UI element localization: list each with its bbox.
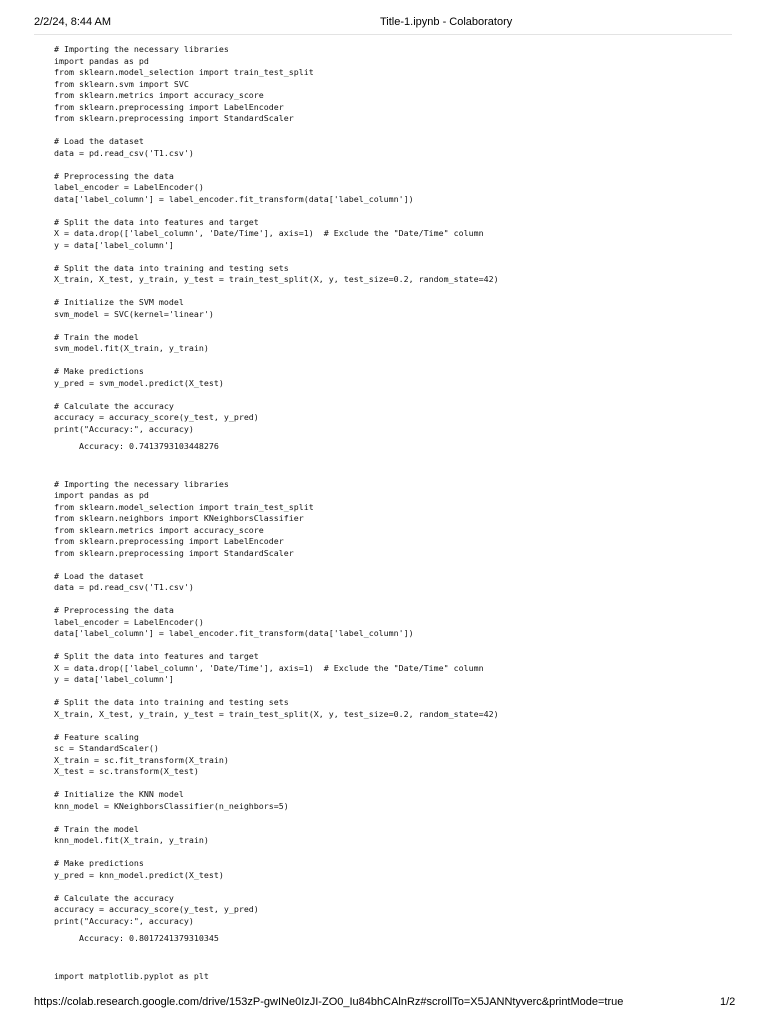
code-line: # Initialize the SVM model <box>54 297 184 307</box>
cell-output: Accuracy: 0.8017241379310345 <box>79 933 219 943</box>
code-line: # Split the data into training and testing sets <box>54 262 289 273</box>
code-line: X_train = sc.fit_transform(X_train) <box>54 754 229 765</box>
code-line: data['label_column'] = label_encoder.fit_transform(data['label_column']) <box>54 193 414 204</box>
code-line: # Feature scaling <box>54 731 139 742</box>
code-line: y_pred = svm_model.predict(X_test) <box>54 377 224 388</box>
code-blank-line <box>54 355 744 367</box>
code-line: X = data.drop(['label_column', 'Date/Time'], axis=1) # Exclude the "Date/Time" column <box>54 228 484 238</box>
code-blank-line <box>54 847 744 859</box>
code-blank-line <box>54 320 744 332</box>
code-line: label_encoder = LabelEncoder() <box>54 616 204 627</box>
code-line: knn_model = KNeighborsClassifier(n_neighbors=5) <box>54 800 289 811</box>
code-line: y_pred = knn_model.predict(X_test) <box>54 869 224 880</box>
code-cell[interactable] <box>54 44 744 453</box>
code-line: from sklearn.model_selection import train_test_split <box>54 67 314 77</box>
code-line: # Importing the necessary libraries <box>54 44 229 54</box>
code-cell[interactable] <box>54 479 744 945</box>
code-line: data = pd.read_csv('T1.csv') <box>54 147 194 158</box>
code-line: y = data['label_column'] <box>54 674 174 684</box>
code-line: # Initialize the KNN model <box>54 789 184 799</box>
code-blank-line <box>54 205 744 217</box>
code-line: data = pd.read_csv('T1.csv') <box>54 582 194 592</box>
code-line: data['label_column'] = label_encoder.fit_transform(data['label_column']) <box>54 628 414 638</box>
code-line: # Calculate the accuracy <box>54 400 174 411</box>
cell-separator <box>54 465 744 479</box>
code-blank-line <box>54 125 744 137</box>
code-line: from sklearn.preprocessing import LabelEncoder <box>54 101 284 112</box>
code-line: from sklearn.metrics import accuracy_score <box>54 90 264 100</box>
code-blank-line <box>54 720 744 732</box>
code-line: # Split the data into features and target <box>54 216 259 227</box>
code-line: # Train the model <box>54 331 139 342</box>
code-cell[interactable] <box>54 971 744 983</box>
code-line: accuracy = accuracy_score(y_test, y_pred) <box>54 904 259 914</box>
notebook-title: Title-1.ipynb - Colaboratory <box>380 16 513 28</box>
code-line: # Importing the necessary libraries <box>54 478 229 489</box>
code-line: X_train, X_test, y_train, y_test = train_test_split(X, y, test_size=0.2, random_state=42) <box>54 274 499 284</box>
code-line: # Calculate the accuracy <box>54 892 174 903</box>
code-line: # Preprocessing the data <box>54 170 174 181</box>
header-divider <box>34 34 732 35</box>
code-line: from sklearn.preprocessing import StandardScaler <box>54 113 294 123</box>
code-line: import pandas as pd <box>54 490 149 500</box>
code-blank-line <box>54 286 744 298</box>
code-line: # Load the dataset <box>54 570 144 581</box>
cell-separator <box>54 957 744 971</box>
code-line: from sklearn.metrics import accuracy_score <box>54 524 264 535</box>
code-line: X = data.drop(['label_column', 'Date/Time'], axis=1) # Exclude the "Date/Time" column <box>54 662 484 673</box>
code-line: import pandas as pd <box>54 55 149 66</box>
code-line: import matplotlib.pyplot as plt <box>54 970 209 981</box>
code-blank-line <box>54 559 744 571</box>
code-line: # Split the data into training and testing sets <box>54 697 289 707</box>
code-line: print("Accuracy:", accuracy) <box>54 423 194 434</box>
code-blank-line <box>54 812 744 824</box>
code-line: accuracy = accuracy_score(y_test, y_pred) <box>54 412 259 422</box>
code-blank-line <box>54 389 744 401</box>
code-line: svm_model.fit(X_train, y_train) <box>54 343 209 353</box>
code-blank-line <box>54 159 744 171</box>
code-line: from sklearn.neighbors import KNeighborsClassifier <box>54 513 304 523</box>
page-number: 1/2 <box>720 996 736 1008</box>
code-line: X_train, X_test, y_train, y_test = train_test_split(X, y, test_size=0.2, random_state=42) <box>54 708 499 719</box>
code-line: from sklearn.preprocessing import StandardScaler <box>54 547 294 558</box>
print-datetime: 2/2/24, 8:44 AM <box>34 16 112 28</box>
code-line: from sklearn.model_selection import train_test_split <box>54 501 314 512</box>
code-line: from sklearn.preprocessing import LabelEncoder <box>54 536 284 546</box>
page-url[interactable]: https://colab.research.google.com/drive/153zP-gwINe0IzJI-ZO0_Iu84bhCAlnRz#scrollTo=X5JANNtyverc&printMode=true <box>34 996 624 1008</box>
code-line: knn_model.fit(X_train, y_train) <box>54 835 209 845</box>
code-line: sc = StandardScaler() <box>54 743 159 753</box>
cell-output: Accuracy: 0.7413793103448276 <box>79 441 219 451</box>
code-line: X_test = sc.transform(X_test) <box>54 766 199 776</box>
code-line: # Train the model <box>54 823 139 834</box>
code-line: # Make predictions <box>54 858 144 868</box>
code-line: label_encoder = LabelEncoder() <box>54 182 204 192</box>
code-blank-line <box>54 778 744 790</box>
code-line: y = data['label_column'] <box>54 239 174 250</box>
code-blank-line <box>54 881 744 893</box>
code-line: # Preprocessing the data <box>54 605 174 615</box>
code-line: svm_model = SVC(kernel='linear') <box>54 308 214 319</box>
code-line: print("Accuracy:", accuracy) <box>54 915 194 926</box>
code-blank-line <box>54 251 744 263</box>
code-blank-line <box>54 594 744 606</box>
code-blank-line <box>54 686 744 698</box>
notebook-content <box>54 44 744 982</box>
code-line: # Split the data into features and target <box>54 651 259 661</box>
code-line: # Make predictions <box>54 366 144 376</box>
code-line: from sklearn.svm import SVC <box>54 78 189 89</box>
code-blank-line <box>54 640 744 652</box>
code-line: # Load the dataset <box>54 136 144 146</box>
